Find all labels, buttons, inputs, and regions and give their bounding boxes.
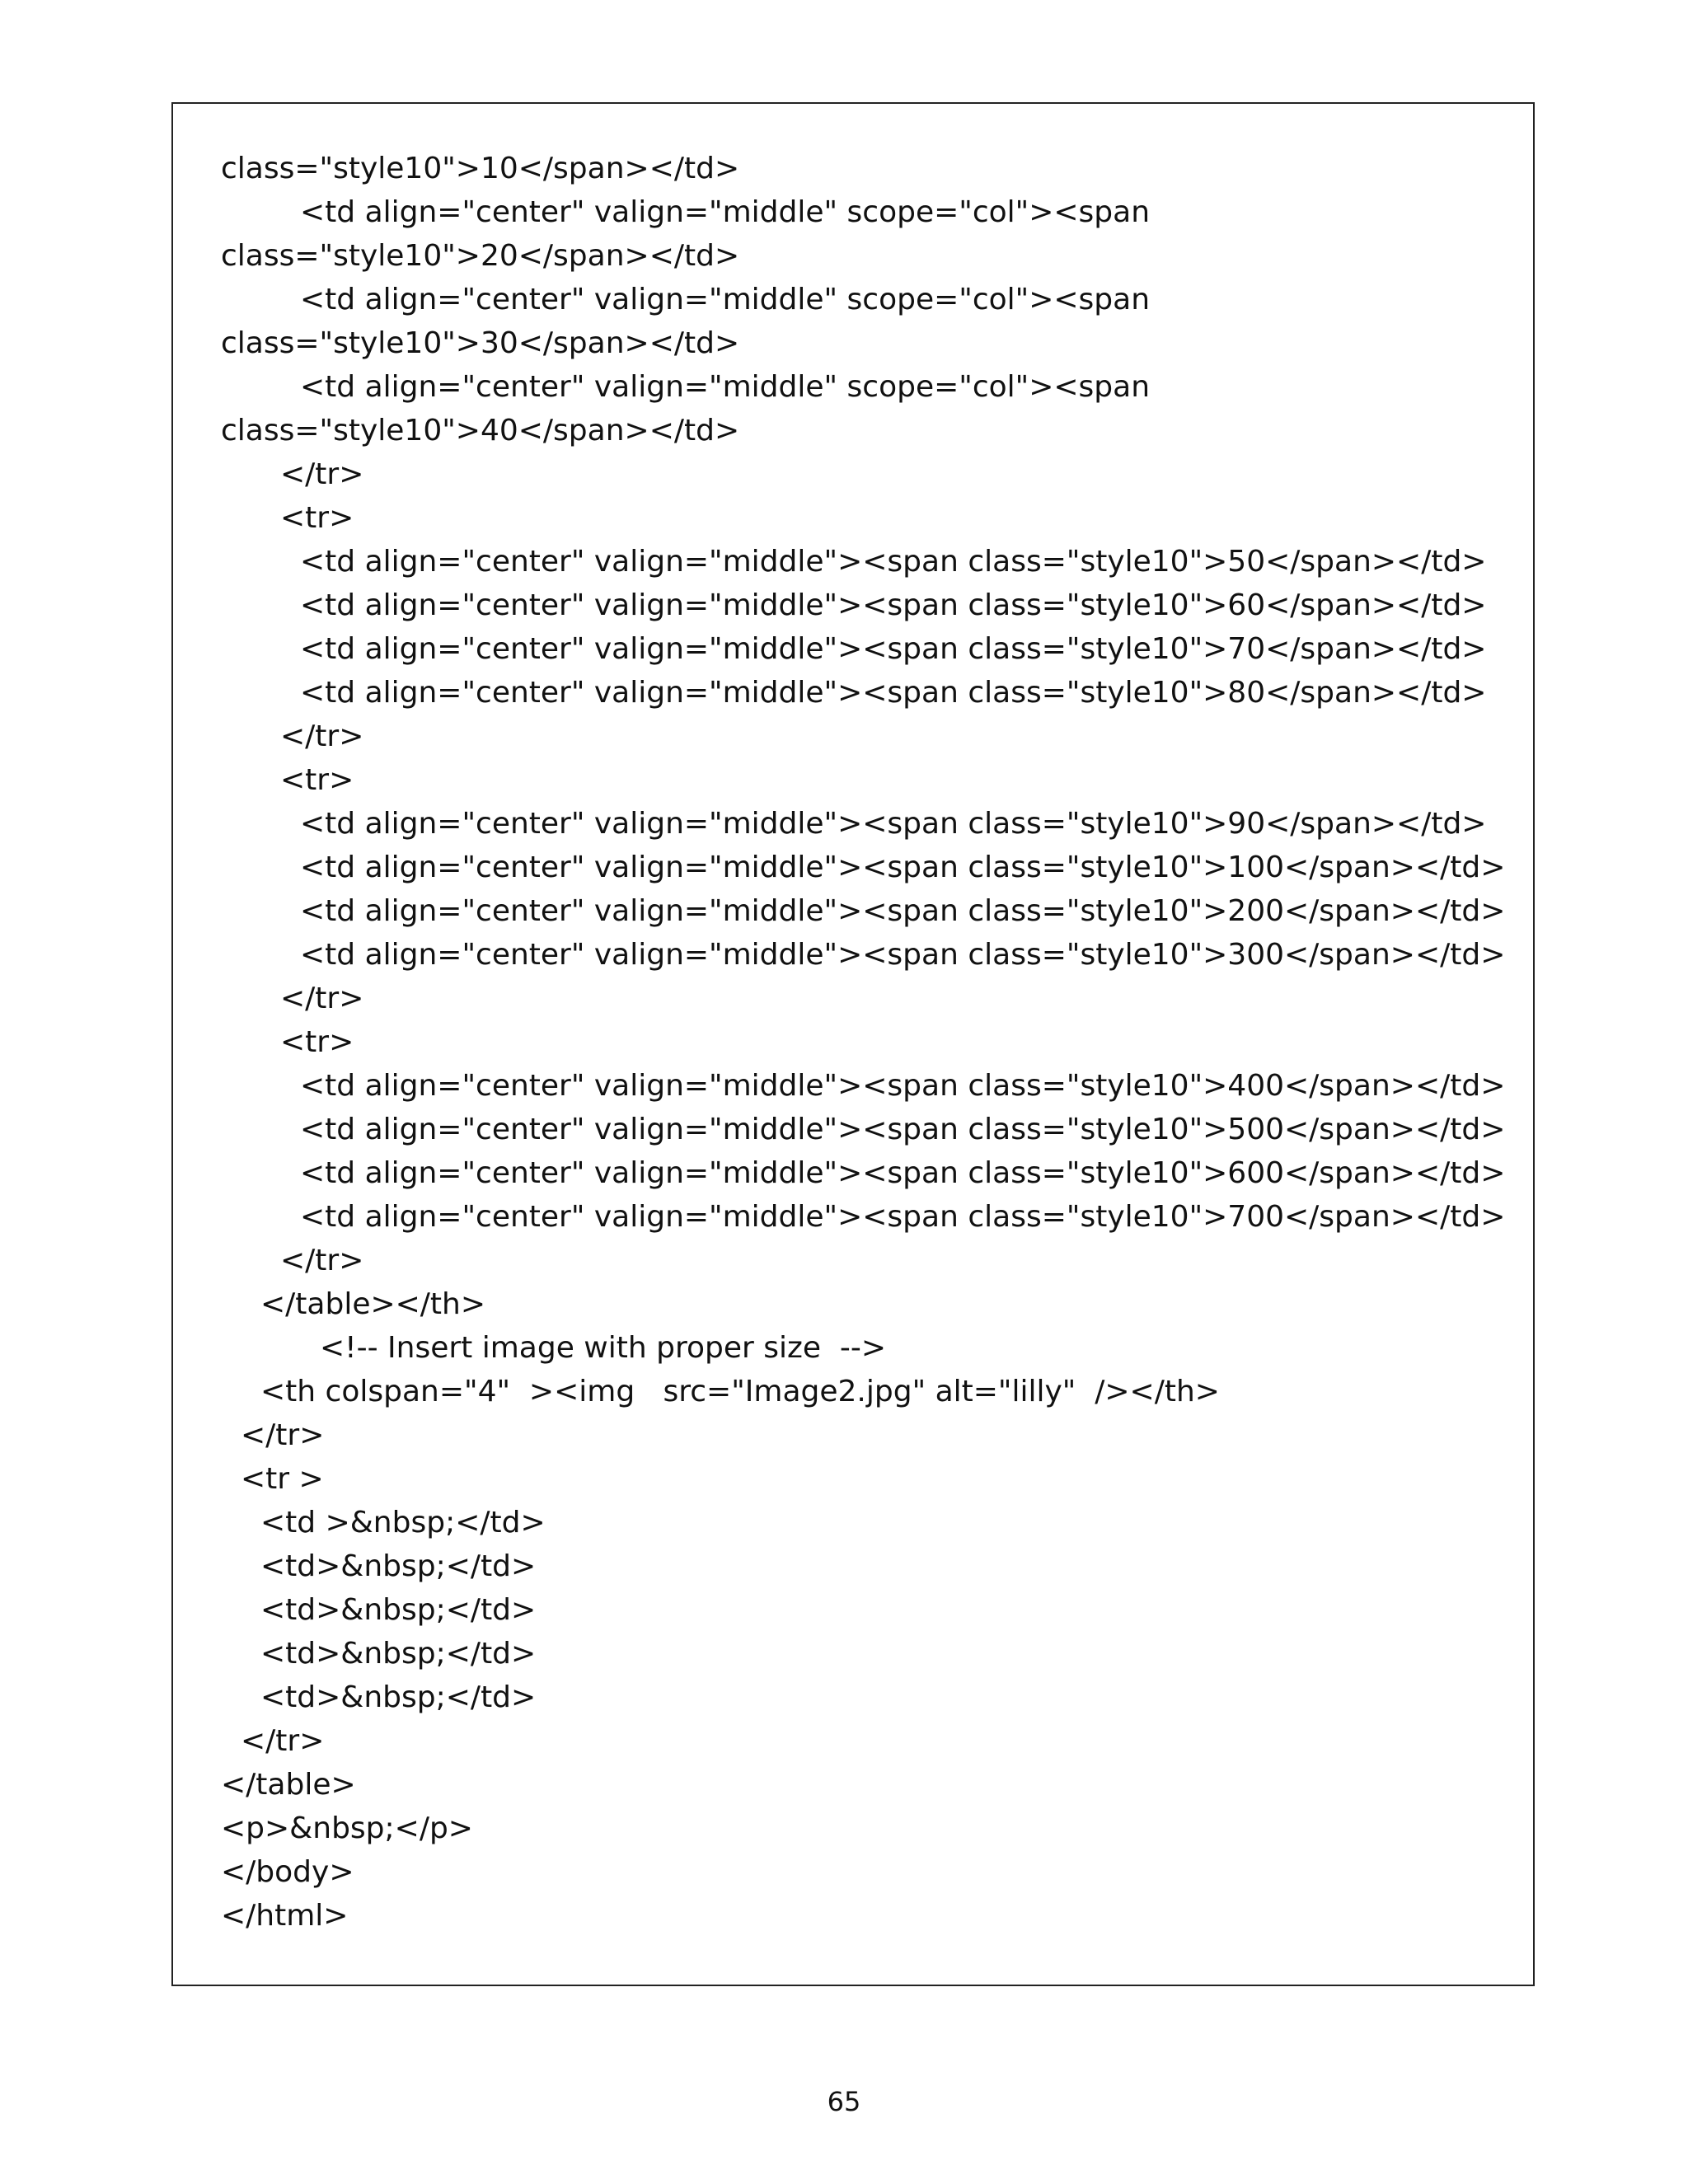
code-line: <td align="center" valign="middle" scope="col"><span: [300, 370, 1151, 404]
code-line: <td align="center" valign="middle"><span class="style10">50</span></td>: [300, 545, 1487, 579]
page-number: 65: [827, 2086, 861, 2117]
code-line: </tr>: [241, 1724, 325, 1758]
code-line: <td>&nbsp;</td>: [260, 1549, 537, 1583]
code-line: <tr>: [280, 501, 354, 535]
code-line: <td align="center" valign="middle"><span class="style10">700</span></td>: [300, 1200, 1506, 1234]
code-line: </body>: [221, 1855, 354, 1889]
code-line: </html>: [221, 1899, 349, 1933]
code-line: <td>&nbsp;</td>: [260, 1680, 537, 1714]
code-line: <td align="center" valign="middle"><span class="style10">200</span></td>: [300, 894, 1506, 928]
code-line: <td align="center" valign="middle"><span class="style10">500</span></td>: [300, 1113, 1506, 1146]
code-line: <td align="center" valign="middle" scope="col"><span: [300, 195, 1151, 229]
code-line: <td align="center" valign="middle"><span class="style10">70</span></td>: [300, 632, 1487, 666]
code-line: <th colspan="4" ><img src="Image2.jpg" alt="lilly" /></th>: [260, 1375, 1220, 1408]
code-line: <tr >: [241, 1462, 324, 1496]
code-line: <td align="center" valign="middle"><span class="style10">90</span></td>: [300, 807, 1487, 841]
code-line: <td align="center" valign="middle" scope="col"><span: [300, 283, 1151, 316]
code-line: <td>&nbsp;</td>: [260, 1637, 537, 1671]
code-line: </tr>: [241, 1418, 325, 1452]
code-line: </tr>: [280, 982, 364, 1015]
code-line: <td align="center" valign="middle"><span class="style10">400</span></td>: [300, 1069, 1506, 1103]
code-line: class="style10">10</span></td>: [221, 152, 740, 185]
code-line: class="style10">30</span></td>: [221, 326, 740, 360]
code-line: class="style10">20</span></td>: [221, 239, 740, 273]
code-line: </tr>: [280, 457, 364, 491]
code-line: class="style10">40</span></td>: [221, 414, 740, 448]
code-line: <tr>: [280, 1025, 354, 1059]
code-line: <td align="center" valign="middle"><span class="style10">60</span></td>: [300, 588, 1487, 622]
code-line: <td align="center" valign="middle"><span class="style10">80</span></td>: [300, 676, 1487, 710]
code-line: </table></th>: [260, 1287, 486, 1321]
code-line: <td >&nbsp;</td>: [260, 1506, 546, 1540]
code-line: </tr>: [280, 719, 364, 753]
code-line: </table>: [221, 1768, 356, 1802]
code-line: <td align="center" valign="middle"><span class="style10">100</span></td>: [300, 851, 1506, 884]
code-line: <tr>: [280, 763, 354, 797]
code-line: </tr>: [280, 1244, 364, 1277]
code-line: <!-- Insert image with proper size -->: [320, 1331, 887, 1365]
code-line: <td align="center" valign="middle"><span class="style10">300</span></td>: [300, 938, 1506, 972]
code-line: <td>&nbsp;</td>: [260, 1593, 537, 1627]
code-line: <td align="center" valign="middle"><span class="style10">600</span></td>: [300, 1156, 1506, 1190]
code-listing: [221, 147, 1505, 1938]
code-line: <p>&nbsp;</p>: [221, 1811, 473, 1845]
